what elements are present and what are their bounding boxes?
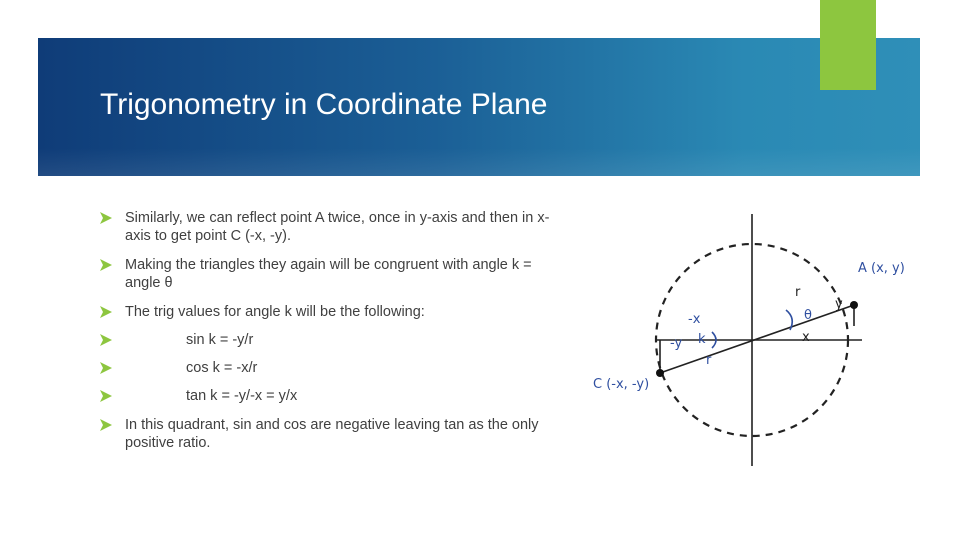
point-c-label: C (-x, -y) bbox=[593, 377, 650, 392]
neg-y-label: -y bbox=[670, 336, 683, 351]
bullet-text: sin k = -y/r bbox=[186, 332, 254, 348]
point-a-dot bbox=[850, 301, 858, 309]
bullet-arrow-icon bbox=[100, 212, 112, 224]
point-a-label: A (x, y) bbox=[858, 261, 905, 276]
slide-title: Trigonometry in Coordinate Plane bbox=[100, 88, 548, 121]
bullet-arrow-icon bbox=[100, 306, 112, 318]
neg-x-label: -x bbox=[688, 312, 701, 327]
bullet-text: cos k = -x/r bbox=[186, 360, 258, 376]
bullet-arrow-icon bbox=[100, 419, 112, 431]
bullet-arrow-icon bbox=[100, 259, 112, 271]
bullet-text: tan k = -y/-x = y/x bbox=[186, 388, 298, 404]
bullet-arrow-icon bbox=[100, 390, 112, 402]
x-label-a: x bbox=[802, 330, 810, 345]
bullet-text: Similarly, we can reflect point A twice, once in y-axis and then in x-axis to get point C (-x, -y). bbox=[125, 210, 550, 244]
r-label-c: r bbox=[706, 353, 712, 368]
bullet-text: In this quadrant, sin and cos are negative leaving tan as the only positive ratio. bbox=[125, 417, 539, 451]
accent-bar bbox=[820, 0, 876, 90]
unit-circle-diagram bbox=[570, 200, 960, 470]
r-label-a: r bbox=[795, 285, 801, 300]
bullet-text: Making the triangles they again will be congruent with angle k = angle θ bbox=[125, 257, 532, 291]
y-label-a: y bbox=[835, 297, 843, 312]
bullet-text: The trig values for angle k will be the following: bbox=[125, 304, 425, 320]
point-c-dot bbox=[656, 369, 664, 377]
theta-label: θ bbox=[804, 308, 812, 323]
k-label: k bbox=[698, 332, 706, 347]
bullet-arrow-icon bbox=[100, 362, 112, 374]
bullet-arrow-icon bbox=[100, 334, 112, 346]
